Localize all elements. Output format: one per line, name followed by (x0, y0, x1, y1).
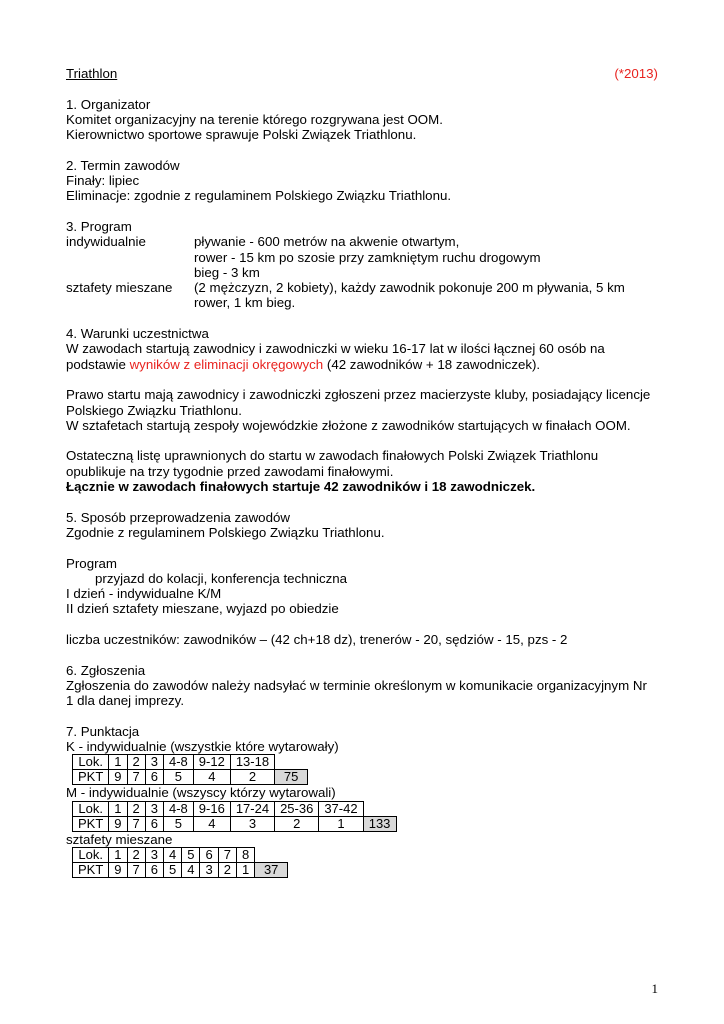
section-4-p1-line-2: podstawie wyników z eliminacji okręgowych (42 zawodników + 18 zawodniczek). (66, 356, 541, 372)
year-note: (*2013) (614, 66, 658, 81)
eliminations-highlight: wyników z eliminacji okręgowych (129, 356, 324, 372)
program-relay-text-2: rower, 1 km bieg. (194, 295, 296, 311)
section-1-line-2: Kierownictwo sportowe sprawuje Polski Związek Triathlonu. (66, 127, 417, 143)
relay-scoring-table (72, 847, 288, 878)
section-5-line-1: Zgodnie z regulaminem Polskiego Związku Triathlonu. (66, 524, 385, 540)
men-scoring-label: M - indywidualnie (wszyscy którzy wytarowali) (66, 785, 336, 801)
section-4-p3-line-2: opublikuje na trzy tygodnie przed zawodami finałowymi. (66, 463, 394, 479)
document-title: Triathlon (66, 66, 118, 81)
program-individual-label: indywidualnie (66, 234, 146, 250)
section-6-heading: 6. Zgłoszenia (66, 662, 146, 678)
program-individual-swim: pływanie - 600 metrów na akwenie otwartym, (194, 234, 460, 250)
section-1-heading: 1. Organizator (66, 96, 151, 112)
section-2-heading: 2. Termin zawodów (66, 157, 180, 173)
table-row: Lok. 1 2 3 4-8 9-12 13-18 (73, 755, 308, 770)
table-row: Lok. 1 2 3 4-8 9-16 17-24 25-36 37-42 (73, 801, 397, 816)
table-row: PKT 9 7 6 5 4 3 2 1 37 (73, 862, 288, 877)
women-scoring-table (72, 754, 308, 785)
section-6-line-1: Zgłoszenia do zawodów należy nadsyłać w terminie określonym w komunikacie organizacyjnym Nr (66, 677, 647, 693)
section-7-heading: 7. Punktacja (66, 723, 140, 739)
section-4-p1-line-1: W zawodach startują zawodnicy i zawodniczki w wieku 16-17 lat w ilości łącznej 60 osób na (66, 341, 605, 357)
program-relay-label: sztafety mieszane (66, 280, 173, 296)
women-total: 75 (275, 770, 308, 785)
schedule-arrival: przyjazd do kolacji, konferencja techniczna (95, 570, 348, 586)
section-2-line-1: Finały: lipiec (66, 173, 140, 189)
program-individual-row-3 (66, 265, 666, 280)
section-3-heading: 3. Program (66, 218, 132, 234)
program-relay-row-2 (66, 295, 666, 310)
schedule-heading: Program (66, 555, 117, 571)
program-individual-bike: rower - 15 km po szosie przy zamkniętym ruchu drogowym (194, 249, 541, 265)
section-1-line-1: Komitet organizacyjny na terenie którego rozgrywana jest OOM. (66, 111, 443, 127)
section-4-heading: 4. Warunki uczestnictwa (66, 326, 209, 342)
table-row: Lok. 1 2 3 4 5 6 7 8 (73, 847, 288, 862)
section-4-p2-line-3: W sztafetach startują zespoły wojewódzkie złożone z zawodników startujących w finałach OOM. (66, 417, 631, 433)
page-number: 1 (651, 980, 658, 996)
program-relay-row-1 (66, 280, 666, 295)
section-4-p3-line-1: Ostateczną listę uprawnionych do startu w zawodach finałowych Polski Związek Triathlonu (66, 448, 599, 464)
relay-total: 37 (255, 862, 288, 877)
section-4-total-bold: Łącznie w zawodach finałowych startuje 42 zawodników i 18 zawodniczek. (66, 479, 536, 495)
section-2-line-2: Eliminacje: zgodnie z regulaminem Polskiego Związku Triathlonu. (66, 188, 452, 204)
schedule-day-1: I dzień - indywidualne K/M (66, 586, 222, 602)
program-relay-text-1: (2 mężczyzn, 2 kobiety), każdy zawodnik pokonuje 200 m pływania, 5 km (194, 280, 625, 296)
men-total: 133 (363, 816, 396, 831)
participants-count: liczba uczestników: zawodników – (42 ch+18 dz), trenerów - 20, sędziów - 15, pzs - 2 (66, 631, 568, 647)
table-row: PKT 9 7 6 5 4 2 75 (73, 770, 308, 785)
section-4-p2-line-1: Prawo startu mają zawodnicy i zawodniczki zgłoszeni przez macierzyste kluby, posiadający licencje (66, 387, 651, 403)
program-individual-run: bieg - 3 km (194, 264, 260, 280)
program-individual-row-2 (66, 250, 666, 265)
document-body (66, 66, 666, 878)
relay-scoring-label: sztafety mieszane (66, 831, 173, 847)
section-6-line-2: 1 dla danej imprezy. (66, 693, 185, 709)
women-scoring-label: K - indywidualnie (wszystkie które wytarowały) (66, 739, 339, 755)
table-row: PKT 9 7 6 5 4 3 2 1 133 (73, 816, 397, 831)
program-individual-row-1 (66, 234, 666, 249)
men-scoring-table (72, 801, 397, 832)
schedule-day-2: II dzień sztafety mieszane, wyjazd po obiedzie (66, 601, 339, 617)
section-5-heading: 5. Sposób przeprowadzenia zawodów (66, 509, 290, 525)
section-4-p2-line-2: Polskiego Związku Triathlonu. (66, 402, 242, 418)
